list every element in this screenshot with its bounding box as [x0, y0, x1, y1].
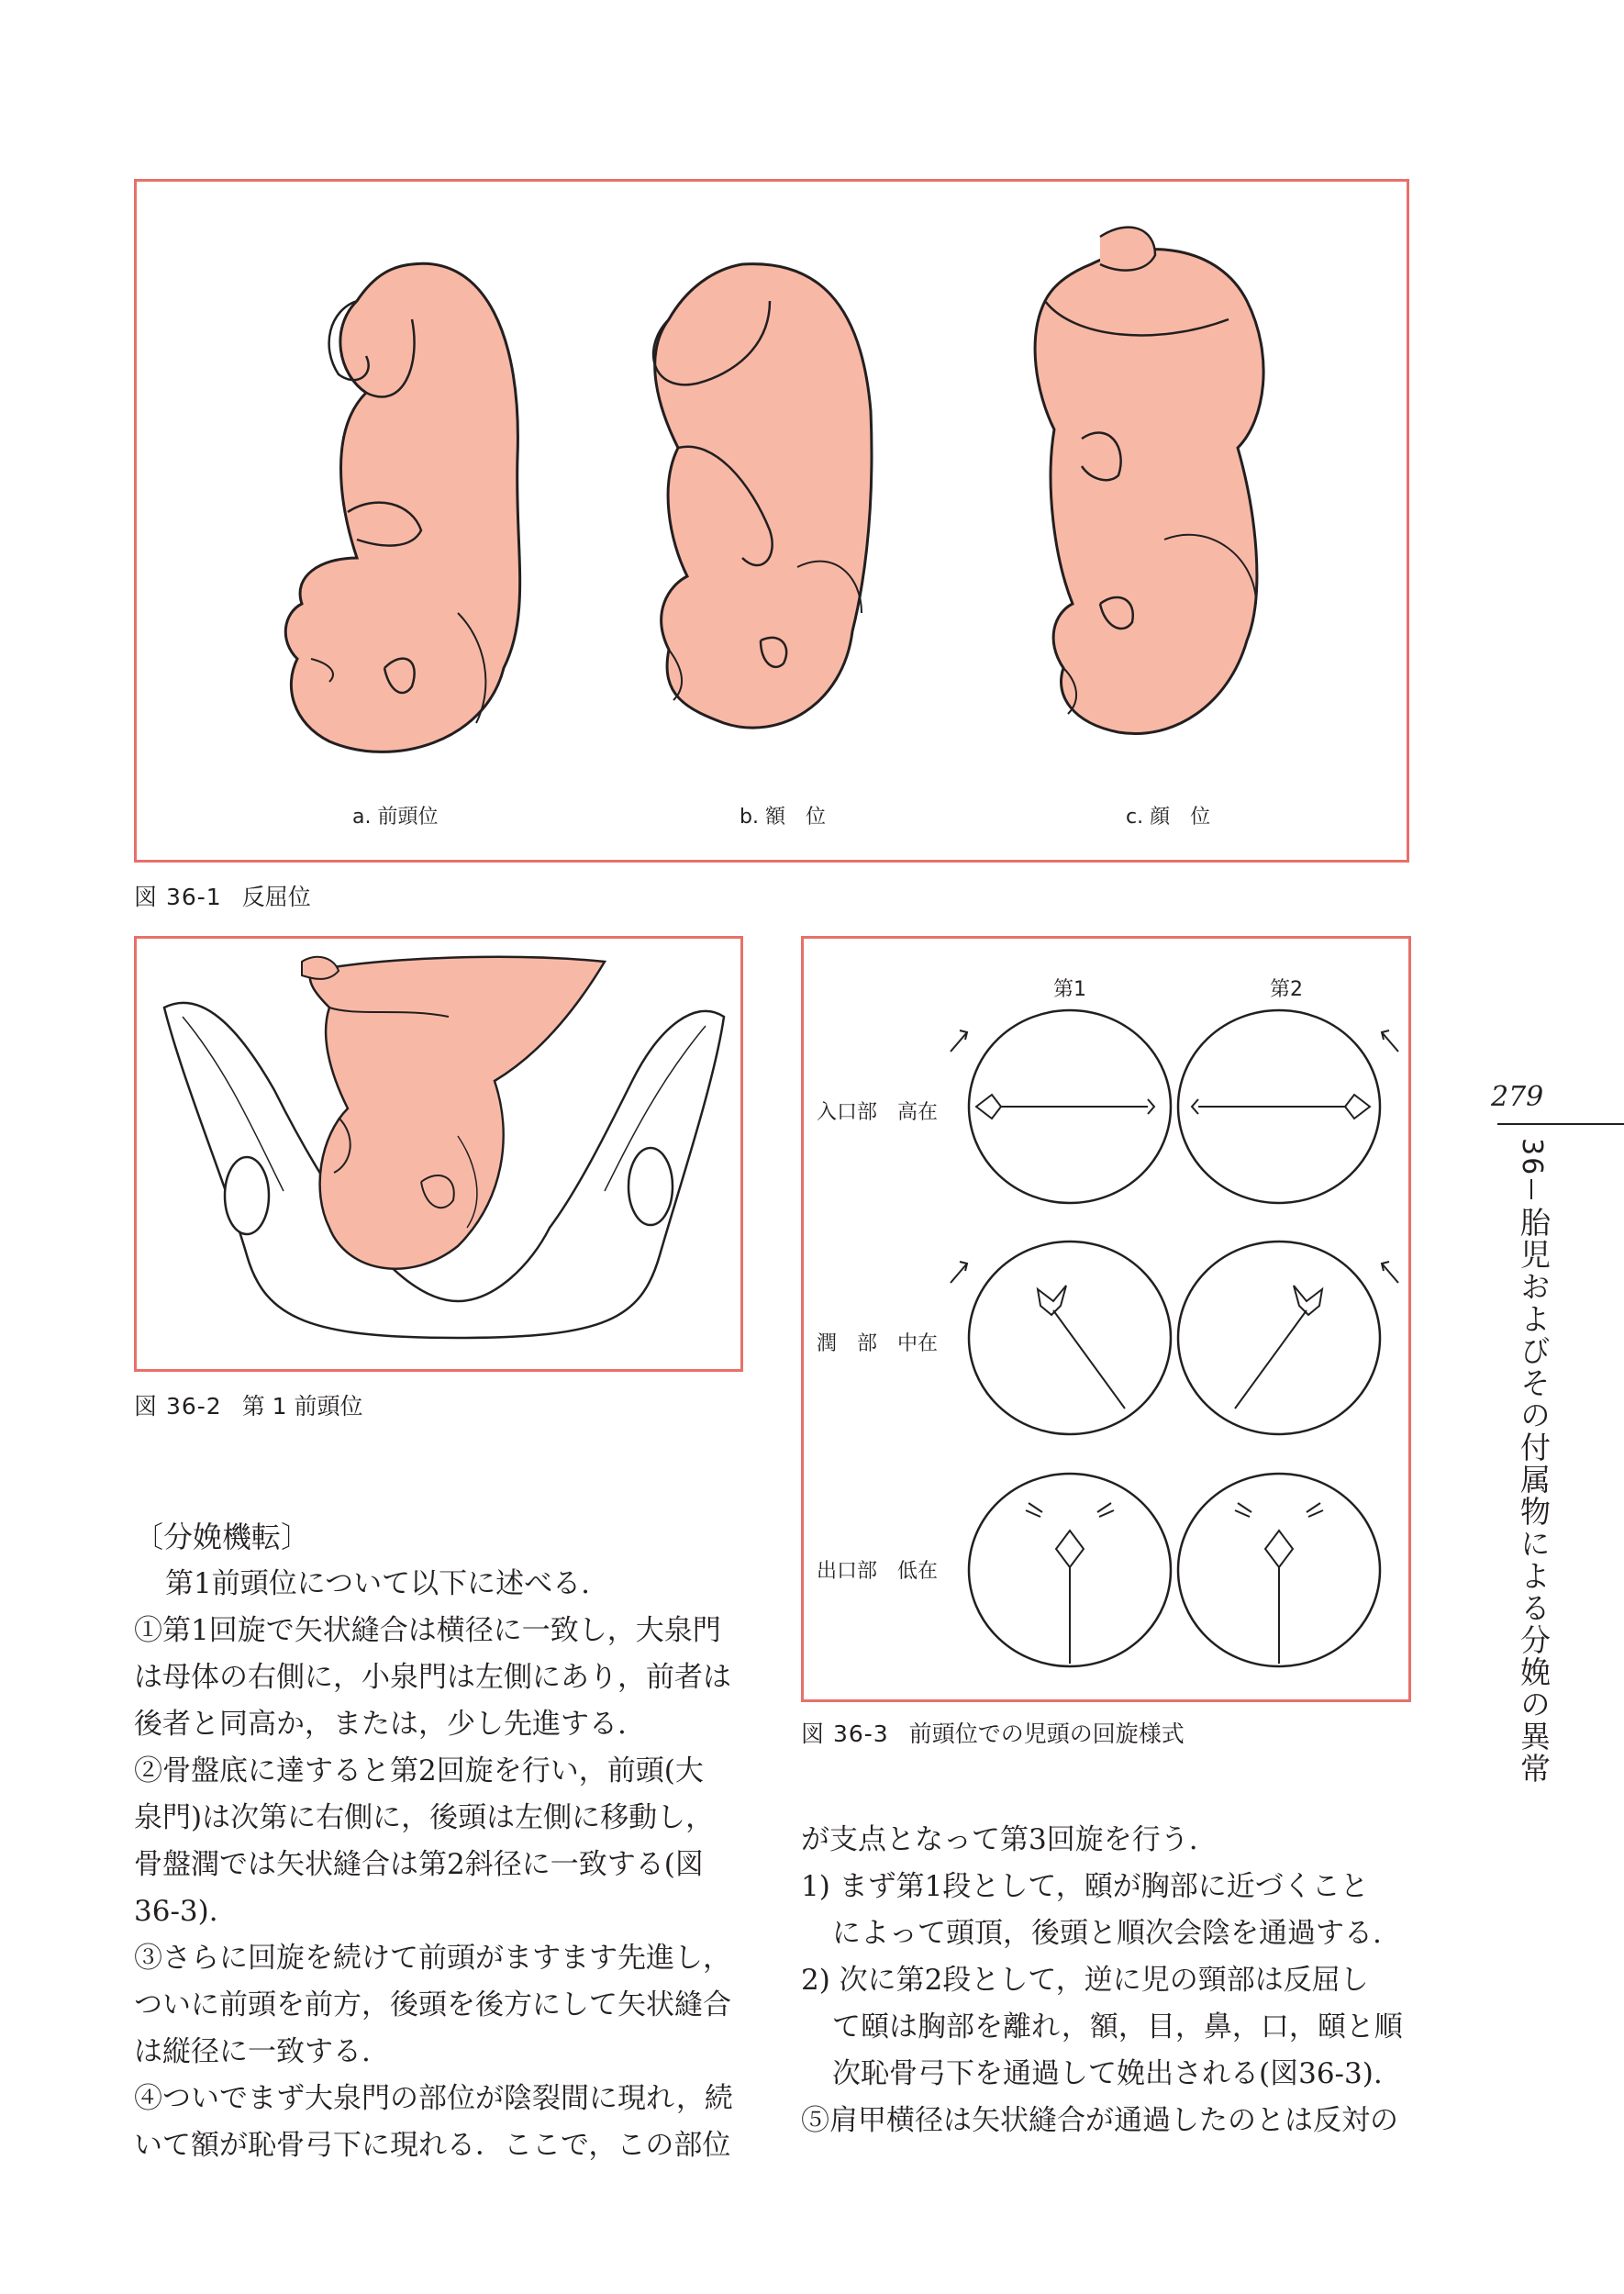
paragraph-line: て頤は胸部を離れ，額，目，鼻，口，頤と順 [832, 2010, 1403, 2043]
body-text-left-column [134, 1514, 749, 2169]
paragraph-line: 後者と同高か，または，少し先進する. [134, 1708, 627, 1741]
figure-36-3-row-2: 潤 部 中在 [817, 1332, 939, 1355]
page-number-rule [1497, 1123, 1624, 1125]
figure-36-2-frame [134, 936, 743, 1372]
chapter-divider [1530, 1179, 1532, 1199]
figure-36-1-label-b: b. 額 位 [740, 806, 826, 829]
fetal-head-rotation-diagram [804, 939, 1409, 1700]
rotation-circle-row2-col1 [969, 1242, 1171, 1434]
paragraph-line: は母体の右側に，小泉門は左側にあり，前者は [134, 1661, 731, 1694]
chapter-number: 36 [1516, 1138, 1548, 1177]
paragraph-line: ついに前頭を前方，後頭を後方にして矢状縫合 [134, 1988, 731, 2021]
paragraph-line: ④ついでまず大泉門の部位が陰裂間に現れ，続 [134, 2082, 733, 2115]
figure-36-2-caption-number: 図 36-2 [134, 1393, 222, 1420]
figure-36-3-row-1: 入口部 高在 [817, 1101, 939, 1124]
paragraph-line: 1) まず第1段として，頤が胸部に近づくこと [801, 1870, 1369, 1903]
paragraph-line: 骨盤潤では矢状縫合は第2斜径に一致する(図 [134, 1848, 704, 1881]
figure-36-1-label-a: a. 前頭位 [352, 806, 439, 829]
fetus-illustration-anterior-cephalic [274, 228, 531, 778]
figure-36-1-caption-title: 反屈位 [241, 884, 311, 910]
chapter-title: 胎児およびその付属物による分娩の異常 [1516, 1207, 1552, 1785]
figure-36-1-label-c: c. 顔 位 [1126, 806, 1211, 829]
figure-36-3-column-2: 第2 [1270, 978, 1303, 1001]
fetus-in-pelvis-illustration [146, 952, 733, 1356]
paragraph-line: 泉門)は次第に右側に，後頭は左側に移動し， [134, 1801, 715, 1834]
paragraph-line: ①第1回旋で矢状縫合は横径に一致し，大泉門 [134, 1614, 721, 1647]
figure-36-1-caption [134, 879, 311, 912]
paragraph-line: が支点となって第3回旋を行う. [801, 1823, 1198, 1856]
figure-36-3-frame [801, 936, 1411, 1702]
figure-36-3-caption-number: 図 36-3 [801, 1720, 889, 1747]
body-text-right-column [801, 1817, 1425, 2144]
figure-36-3-caption-title: 前頭位での児頭の回旋様式 [908, 1720, 1185, 1747]
page-number: 279 [1491, 1081, 1544, 1113]
section-heading: 〔分娩機転〕 [134, 1520, 311, 1554]
paragraph-line: ⑤肩甲横径は矢状縫合が通過したのとは反対の [801, 2104, 1398, 2137]
fetus-illustration-face [1018, 209, 1293, 769]
figure-36-1-caption-number: 図 36-1 [134, 884, 222, 910]
paragraph-line: は縦径に一致する. [134, 2035, 371, 2068]
paragraph-line: 第1前頭位について以下に述べる. [165, 1567, 590, 1600]
paragraph-line: によって頭頂，後頭と順次会陰を通過する. [832, 1917, 1382, 1950]
paragraph-line: いて額が恥骨弓下に現れる．ここで，この部位 [134, 2129, 731, 2162]
figure-36-1-frame [134, 179, 1409, 863]
paragraph-line: 次恥骨弓下を通過して娩出される(図36-3). [832, 2057, 1383, 2090]
fetus-illustration-brow [632, 246, 898, 760]
paragraph-line: ③さらに回旋を続けて前頭がますます先進し， [134, 1942, 731, 1975]
paragraph-line: ②骨盤底に達すると第2回旋を行い，前頭(大 [134, 1754, 704, 1787]
paragraph-line: 36-3). [134, 1895, 218, 1928]
rotation-circle-row2-col2 [1178, 1242, 1380, 1434]
figure-36-3-caption [801, 1716, 1185, 1749]
paragraph-line: 2) 次に第2段として，逆に児の頸部は反屈し [801, 1964, 1369, 1997]
figure-36-2-caption [134, 1388, 363, 1421]
figure-36-3-column-1: 第1 [1053, 978, 1086, 1001]
figure-36-2-caption-title: 第 1 前頭位 [241, 1393, 363, 1420]
figure-36-3-row-3: 出口部 低在 [817, 1560, 939, 1583]
